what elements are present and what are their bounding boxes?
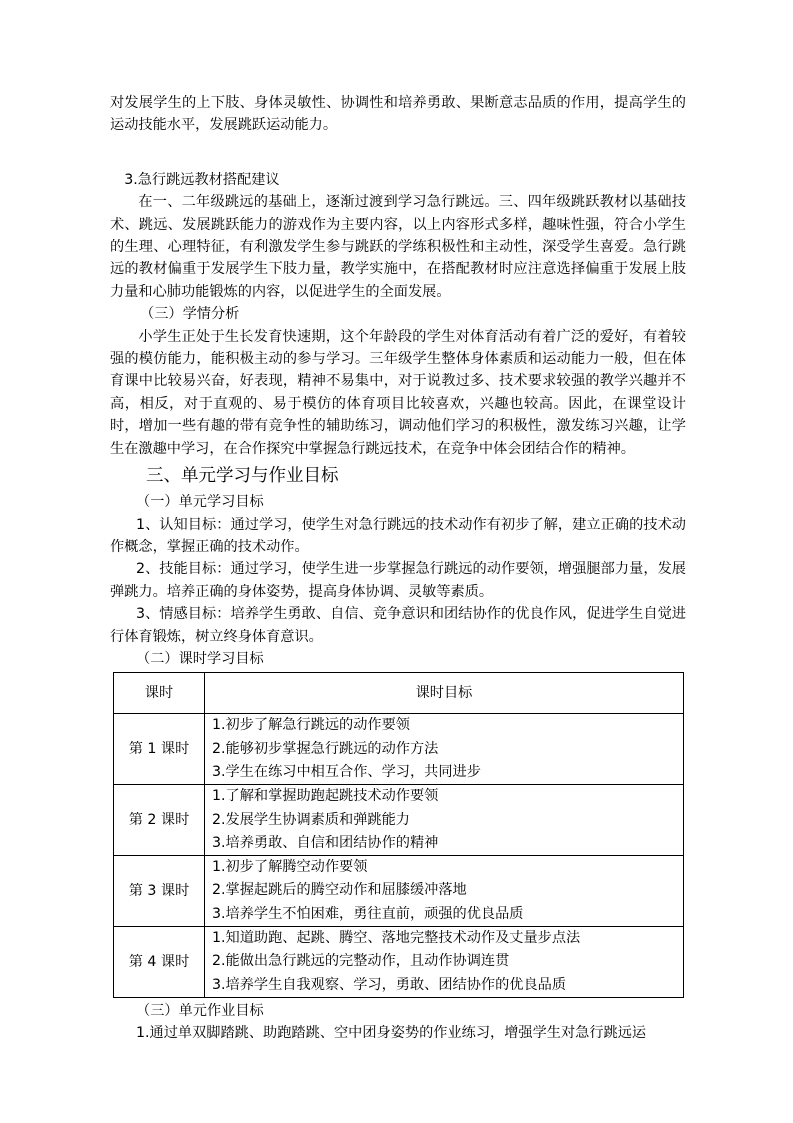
table-header-row [114,673,684,714]
homework-goal-1: 1.通过单双脚踏跳、助跑踏跳、空中团身姿势的作业练习，增强学生对急行跳远运 [136,1025,647,1042]
intro-paragraph: 对发展学生的上下肢、身体灵敏性、协调性和培养勇敢、果断意志品质的作用，提高学生的运动技能水平，发展跳跃运动能力。 [110,95,686,134]
lesson-cell: 第 2 课时 [114,785,205,856]
goals-cell [205,714,684,785]
unit-goals-title: （一）单元学习目标 [136,494,264,511]
goal-cognitive: 1、认知目标：通过学习，使学生对急行跳远的技术动作有初步了解，建立正确的技术动作概念，掌握正确的技术动作。 [110,516,686,555]
section-title-analysis: （三）学情分析 [140,306,240,323]
lesson-goals-title: （二）课时学习目标 [136,650,264,667]
goal-item: 1.初步了解急行跳远的动作要领 [212,717,410,734]
table-header-goals: 课时目标 [205,673,684,714]
goal-skill: 2、技能目标：通过学习，使学生进一步掌握急行跳远的动作要领，增强腿部力量，发展弹跳力。培养正确的身体姿势，提高身体协调、灵敏等素质。 [110,561,686,600]
table-row [114,785,684,856]
goal-item: 3.培养学生不怕困难，勇往直前，顽强的优良品质 [212,905,524,922]
goal-item: 1.初步了解腾空动作要领 [212,859,368,876]
table-header-lesson: 课时 [114,673,205,714]
section-title-material: 3.急行跳远教材搭配建议 [124,171,280,188]
goal-item: 2.掌握起跳后的腾空动作和屈膝缓冲落地 [212,882,467,899]
table-row [114,714,684,785]
goal-item: 3.培养勇敢、自信和团结协作的精神 [212,834,439,851]
goal-item: 2.能做出急行跳远的完整动作，且动作协调连贯 [212,953,510,970]
section-body-analysis: 小学生正处于生长发育快速期，这个年龄段的学生对体育活动有着广泛的爱好，有着较强的模仿能力，能积极主动的参与学习。三年级学生整体身体素质和运动能力一般，但在体育课中比较易兴奋，好表现，精神不易集中，对于说教过多、技术要求较强的教学兴趣并不高，相反，对于直观的、易于模仿的体育项目比较喜欢，兴趣也较高。因此，在课堂设计时，增加一些有趣的带有竞争性的辅助练习，调动他们学习的积极性，激发练习兴趣，让学生在激趣中学习，在合作探究中掌握急行跳远技术，在竞争中体会团结合作的精神。 [110,328,686,457]
goals-cell [205,856,684,927]
goal-item: 3.学生在练习中相互合作、学习，共同进步 [212,763,481,780]
goals-cell [205,927,684,998]
table-row [114,856,684,927]
homework-goals-title: （三）单元作业目标 [136,1002,264,1019]
goal-item: 3.培养学生自我观察、学习，勇敢、团结协作的优良品质 [212,976,567,993]
lesson-goals-table [113,672,684,998]
goal-item: 2.能够初步掌握急行跳远的动作方法 [212,740,439,757]
goal-item: 1.了解和掌握助跑起跳技术动作要领 [212,788,439,805]
lesson-cell: 第 3 课时 [114,856,205,927]
goal-emotion: 3、情感目标：培养学生勇敢、自信、竞争意识和团结协作的优良作风，促进学生自觉进行体育锻炼，树立终身体育意识。 [110,606,686,645]
document-page [110,92,686,1045]
goal-item: 2.发展学生协调素质和弹跳能力 [212,811,410,828]
lesson-cell: 第 1 课时 [114,714,205,785]
table-row [114,927,684,998]
section-body-material: 在一、二年级跳远的基础上，逐渐过渡到学习急行跳远。三、四年级跳跃教材以基础技术、跳远、发展跳跃能力的游戏作为主要内容，以上内容形式多样，趣味性强，符合小学生的生理、心理特征，有利激发学生参与跳跃的学练积极性和主动性，深受学生喜爱。急行跳远的教材偏重于发展学生下肢力量，教学实施中，在搭配教材时应注意选择偏重于发展上肢力量和心肺功能锻炼的内容，以促进学生的全面发展。 [110,194,686,300]
lesson-cell: 第 4 课时 [114,927,205,998]
chapter-heading: 三、单元学习与作业目标 [146,466,339,487]
goals-cell [205,785,684,856]
spacer [110,137,686,159]
goal-item: 1.知道助跑、起跳、腾空、落地完整技术动作及丈量步点法 [212,930,581,947]
